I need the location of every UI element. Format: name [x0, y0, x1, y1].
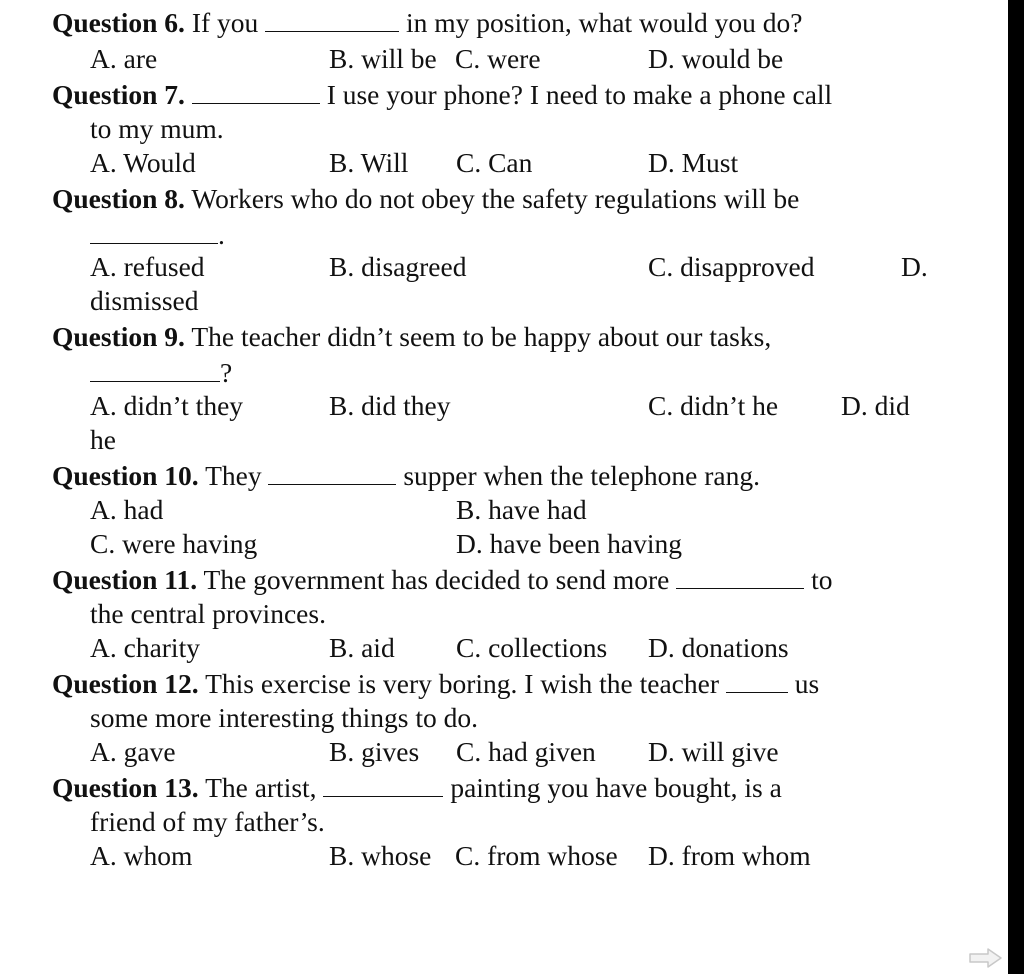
- next-slide-arrow-icon[interactable]: [968, 946, 1004, 970]
- option-d: D. will give: [648, 736, 779, 767]
- question-13: [52, 771, 782, 805]
- option-a: A. had: [90, 494, 164, 525]
- option-c: C. were: [455, 43, 541, 74]
- question-10: [52, 459, 760, 493]
- question-text-continued: [90, 218, 225, 252]
- question-text: painting you have bought, is a: [443, 772, 782, 803]
- question-text: .: [218, 219, 225, 250]
- question-text-continued: some more interesting things to do.: [90, 702, 479, 733]
- options-row: [0, 493, 1008, 527]
- option-d: D.: [901, 251, 928, 282]
- question-text: Workers who do not obey the safety regulations will be: [184, 183, 800, 214]
- question-text: [185, 79, 192, 110]
- option-a: A. gave: [90, 736, 176, 767]
- answer-blank: [323, 774, 443, 797]
- option-b: B. have had: [456, 494, 587, 525]
- options-row: [0, 42, 1008, 76]
- question-6: [52, 6, 802, 40]
- option-d-continued: dismissed: [90, 285, 199, 316]
- options-row: [0, 735, 1008, 769]
- options-row: [0, 527, 1008, 561]
- option-d: D. have been having: [456, 528, 683, 559]
- question-text-continued: to my mum.: [90, 113, 224, 144]
- question-label: Question 9.: [52, 321, 185, 352]
- question-label: Question 12.: [52, 668, 199, 699]
- answer-blank: [90, 359, 220, 382]
- option-d: D. would be: [648, 43, 784, 74]
- answer-blank: [726, 670, 788, 693]
- question-label: Question 13.: [52, 772, 199, 803]
- answer-blank: [268, 462, 396, 485]
- answer-blank: [676, 566, 804, 589]
- option-c: C. collections: [456, 632, 608, 663]
- option-c: C. didn’t he: [648, 390, 779, 421]
- option-d: D. donations: [648, 632, 789, 663]
- question-text: The artist,: [198, 772, 324, 803]
- question-text: us: [787, 668, 820, 699]
- option-a: A. Would: [90, 147, 196, 178]
- option-a: A. whom: [90, 840, 193, 871]
- answer-blank: [265, 9, 399, 32]
- question-label: Question 8.: [52, 183, 185, 214]
- option-b: B. whose: [329, 840, 432, 871]
- options-row: [0, 839, 1008, 873]
- options-row: [0, 389, 1008, 423]
- answer-blank: [192, 81, 320, 104]
- question-text: in my position, what would you do?: [399, 7, 803, 38]
- option-b: B. Will: [329, 147, 409, 178]
- question-text: The teacher didn’t seem to be happy about our tasks,: [184, 321, 772, 352]
- question-text-continued: the central provinces.: [90, 598, 326, 629]
- option-a: A. refused: [90, 251, 205, 282]
- answer-blank: [90, 221, 218, 244]
- options-row: [0, 250, 1008, 284]
- question-text: supper when the telephone rang.: [396, 460, 760, 491]
- option-c: C. had given: [456, 736, 596, 767]
- option-c: C. were having: [90, 528, 258, 559]
- option-d: D. Must: [648, 147, 739, 178]
- option-b: B. disagreed: [329, 251, 467, 282]
- question-9: [52, 320, 771, 354]
- option-b: B. aid: [329, 632, 395, 663]
- option-b: B. will be: [329, 43, 437, 74]
- question-8: [52, 182, 799, 216]
- question-text: They: [198, 460, 269, 491]
- option-b: B. did they: [329, 390, 451, 421]
- question-7: [52, 78, 832, 112]
- question-11: [52, 563, 833, 597]
- question-text: If you: [184, 7, 266, 38]
- question-text: to: [804, 564, 833, 595]
- question-12: [52, 667, 819, 701]
- options-row: [0, 631, 1008, 665]
- option-d-continued: he: [90, 424, 116, 455]
- option-b: B. gives: [329, 736, 420, 767]
- option-d: D. did: [841, 390, 910, 421]
- question-label: Question 6.: [52, 7, 185, 38]
- option-d: D. from whom: [648, 840, 811, 871]
- question-text-continued: [90, 356, 232, 390]
- question-label: Question 7.: [52, 79, 185, 110]
- question-text: I use your phone? I need to make a phone call: [319, 79, 833, 110]
- option-a: A. charity: [90, 632, 200, 663]
- options-row: [0, 146, 1008, 180]
- question-text: The government has decided to send more: [197, 564, 677, 595]
- option-a: A. are: [90, 43, 158, 74]
- question-text: This exercise is very boring. I wish the teacher: [198, 668, 726, 699]
- option-c: C. disapproved: [648, 251, 815, 282]
- question-label: Question 11.: [52, 564, 198, 595]
- option-c: C. Can: [456, 147, 533, 178]
- question-text: ?: [220, 357, 233, 388]
- option-a: A. didn’t they: [90, 390, 244, 421]
- question-text-continued: friend of my father’s.: [90, 806, 325, 837]
- question-label: Question 10.: [52, 460, 199, 491]
- option-c: C. from whose: [455, 840, 618, 871]
